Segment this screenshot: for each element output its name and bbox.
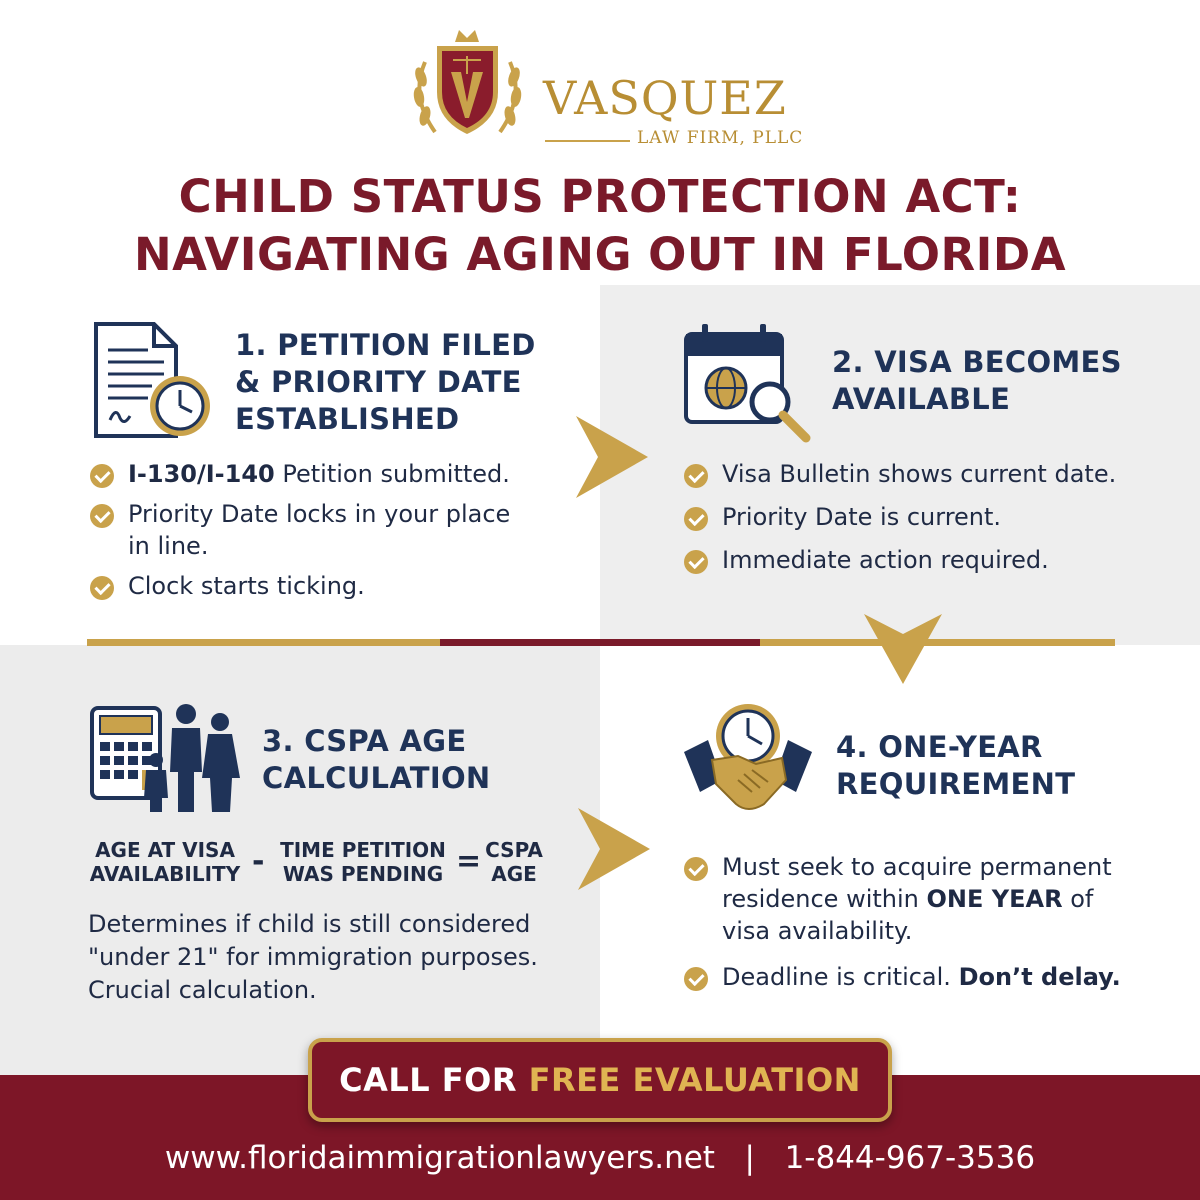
- crest-icon: [405, 22, 530, 147]
- firm-logo: [405, 22, 805, 147]
- formula-term: [474, 838, 554, 886]
- equals-sign: =: [456, 844, 482, 879]
- list-item: [684, 544, 1184, 576]
- step4-bullets: [684, 851, 1184, 993]
- formula-term-line: AVAILABILITY: [89, 862, 241, 886]
- free-evaluation-button[interactable]: [308, 1038, 892, 1122]
- handshake-clock-icon: [682, 700, 814, 822]
- check-icon: [684, 507, 708, 531]
- arrow-right-icon: [574, 804, 654, 894]
- formula-term: [272, 838, 454, 886]
- step3-title: [262, 723, 491, 797]
- step4-title-line: 4. ONE-YEAR: [836, 730, 1043, 764]
- list-item: [90, 458, 560, 490]
- description-line: Determines if child is still considered: [88, 910, 531, 938]
- cta-label-highlight: FREE EVALUATION: [528, 1061, 861, 1099]
- check-icon: [684, 967, 708, 991]
- bullet-text: visa availability.: [722, 917, 913, 945]
- bullet-text-line: [722, 883, 1184, 915]
- cta-label-part: CALL FOR: [339, 1061, 529, 1099]
- step2-title: [832, 344, 1122, 418]
- formula-term-line: AGE: [491, 862, 537, 886]
- title-line-1: CHILD STATUS PROTECTION ACT:: [178, 170, 1022, 223]
- bullet-text: Priority Date locks in your place: [128, 500, 511, 528]
- check-icon: [684, 464, 708, 488]
- minus-sign: -: [252, 844, 265, 879]
- list-item: [684, 458, 1184, 490]
- list-item: [90, 498, 560, 562]
- cspa-formula: [80, 838, 560, 888]
- description-line: "under 21" for immigration purposes.: [88, 943, 538, 971]
- list-item: [684, 501, 1184, 533]
- step4-title-line: REQUIREMENT: [836, 767, 1076, 801]
- divider: [87, 639, 442, 646]
- separator: |: [744, 1140, 755, 1176]
- arrow-down-icon: [860, 610, 946, 688]
- list-item: [90, 570, 560, 602]
- bullet-text: in line.: [128, 532, 209, 560]
- phone-link[interactable]: 1-844-967-3536: [784, 1140, 1036, 1176]
- bullet-text: Priority Date is current.: [722, 503, 1002, 531]
- calculator-family-icon: [90, 702, 245, 814]
- page-title: [0, 168, 1200, 284]
- formula-term: [80, 838, 250, 886]
- step2-bullets: [684, 458, 1184, 576]
- step1-title-line: 1. PETITION FILED: [235, 328, 536, 362]
- bullet-bold: I-130/I-140: [128, 460, 275, 488]
- bullet-text: Deadline is critical.: [722, 963, 959, 991]
- step1-title-line: & PRIORITY DATE: [235, 365, 522, 399]
- step1-title: [235, 327, 536, 438]
- document-clock-icon: [92, 320, 214, 442]
- contact-separator: [725, 1140, 775, 1176]
- contact-line: [0, 1138, 1200, 1178]
- bullet-text: Clock starts ticking.: [128, 572, 365, 600]
- divider: [440, 639, 762, 646]
- title-line-2: NAVIGATING AGING OUT IN FLORIDA: [133, 228, 1067, 281]
- step1-bullets: [90, 458, 560, 602]
- step2-title-line: AVAILABLE: [832, 382, 1011, 416]
- cta-label: [312, 1042, 888, 1118]
- check-icon: [90, 464, 114, 488]
- website-link[interactable]: www.floridaimmigrationlawyers.net: [164, 1140, 715, 1176]
- step3-title-line: 3. CSPA AGE: [262, 724, 467, 758]
- bullet-text: residence within: [722, 885, 927, 913]
- bullet-bold: ONE YEAR: [926, 885, 1063, 913]
- firm-name: VASQUEZ: [543, 71, 787, 125]
- check-icon: [90, 504, 114, 528]
- bullet-text: Immediate action required.: [722, 546, 1049, 574]
- step1-title-line: ESTABLISHED: [235, 402, 460, 436]
- step4-title: [836, 729, 1075, 803]
- check-icon: [90, 576, 114, 600]
- bullet-text: Petition submitted.: [274, 460, 510, 488]
- formula-term-line: AGE AT VISA: [95, 838, 235, 862]
- formula-term-line: WAS PENDING: [282, 862, 444, 886]
- logo-rule: [545, 140, 630, 142]
- description-line: Crucial calculation.: [88, 976, 317, 1004]
- calendar-globe-search-icon: [682, 322, 814, 444]
- formula-term-line: CSPA: [485, 838, 543, 862]
- check-icon: [684, 550, 708, 574]
- arrow-right-icon: [572, 412, 652, 502]
- bullet-text: of: [1062, 885, 1094, 913]
- step2-title-line: 2. VISA BECOMES: [832, 345, 1122, 379]
- list-item: [684, 851, 1184, 947]
- bullet-text: Visa Bulletin shows current date.: [722, 460, 1117, 488]
- step3-description: [88, 908, 588, 1007]
- bullet-text: Must seek to acquire permanent: [722, 853, 1112, 881]
- list-item: [684, 961, 1184, 993]
- bullet-bold: Don’t delay.: [958, 963, 1121, 991]
- check-icon: [684, 857, 708, 881]
- formula-term-line: TIME PETITION: [280, 838, 446, 862]
- firm-subtitle: LAW FIRM, PLLC: [637, 128, 804, 148]
- step3-title-line: CALCULATION: [262, 761, 491, 795]
